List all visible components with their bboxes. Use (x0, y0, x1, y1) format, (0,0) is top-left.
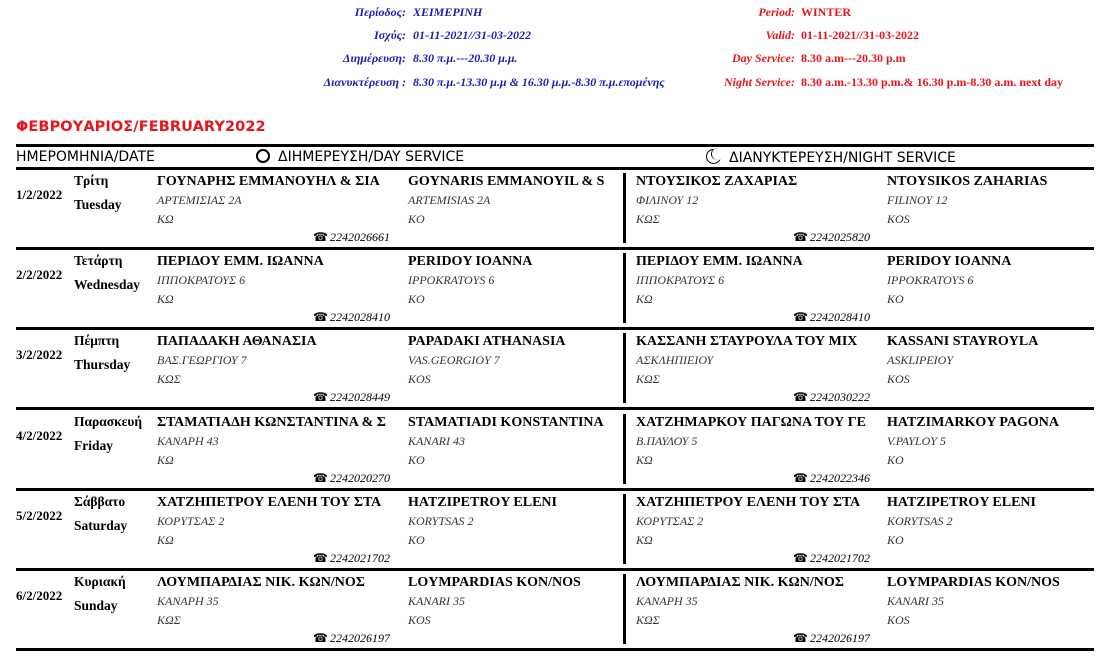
pharmacy-city: KOS (887, 372, 910, 387)
telephone-icon: ☎ (313, 310, 328, 325)
row-separator (16, 247, 1094, 250)
day-pharmacy-phone: ☎ 2242026661 (313, 230, 390, 244)
day-pharmacy-greek (157, 333, 407, 389)
pharmacy-address: ΚΟΡΥΤΣΑΣ 2 (157, 513, 225, 528)
pharmacy-city: ΚΩΣ (157, 613, 181, 627)
pharmacy-address: IPPOKRATOYS 6 (408, 273, 495, 288)
pharmacy-city: ΚΩ (157, 532, 174, 547)
pharmacy-address: KORYTSAS 2 (887, 513, 953, 528)
pharmacy-name: ΝΤΟΥΣΙΚΟΣ ΖΑΧΑΡΙΑΣ (636, 174, 798, 189)
telephone-icon: ☎ (793, 631, 808, 645)
pharmacy-name: LOYMPARDIAS KON/NOS (887, 575, 1060, 590)
pharmacy-address: ARTEMISIAS 2A (408, 193, 491, 207)
pharmacy-name: HATZIPETROY ELENI (887, 494, 1036, 510)
day-service-header-label: ΔΙΗΜΕΡΕΥΣΗ/DAY SERVICE (278, 149, 465, 165)
day-service-label-gr: Διημέρευση: (342, 51, 406, 65)
day-service-value-en: 8.30 a.m---20.30 p.m (801, 51, 906, 65)
pharmacy-name: ΠΕΡΙΔΟΥ ΕΜΜ. ΙΩΑΝΝΑ (636, 254, 803, 270)
pharmacy-name: GOYNARIS EMMANOYIL & S (408, 174, 605, 189)
night-service-value-en: 8.30 a.m.-13.30 p.m.& 16.30 p.m-8.30 a.m. next day (801, 75, 1063, 89)
pharmacy-city: KO (408, 212, 425, 226)
night-pharmacy-greek (636, 253, 886, 309)
pharmacy-name: PAPADAKI ATHANASIA (408, 334, 566, 350)
pharmacy-name: ΧΑΤΖΗΠΕΤΡΟΥ ΕΛΕΝΗ ΤΟΥ ΣΤΑ (636, 494, 861, 510)
pharmacy-address: ΑΣΚΛΗΠΙΕΙΟΥ (636, 353, 714, 368)
moon-icon (706, 149, 721, 164)
pharmacy-address: V.PAYLOY 5 (887, 433, 946, 448)
pharmacy-city: KO (408, 292, 425, 307)
night-pharmacy-phone: ☎ 2242030222 (793, 390, 870, 405)
pharmacy-name: ΠΑΠΑΔΑΚΗ ΑΘΑΝΑΣΙΑ (157, 334, 317, 350)
night-service-label-en: Night Service: (724, 75, 795, 89)
night-pharmacy-phone: ☎ 2242025820 (793, 230, 870, 244)
row-day-english: Tuesday (74, 197, 122, 212)
pharmacy-name: PERIDOY IOANNA (887, 254, 1012, 270)
day-pharmacy-greek (157, 574, 407, 630)
night-pharmacy-english (887, 494, 1113, 550)
row-separator (16, 648, 1094, 651)
period-label-gr: Περίοδος: (354, 5, 406, 19)
pharmacy-city: ΚΩ (157, 292, 174, 307)
row-date: 3/2/2022 (16, 347, 63, 363)
pharmacy-name: HATZIMARKOY PAGONA (887, 414, 1060, 430)
pharmacy-city: KO (408, 532, 425, 547)
day-pharmacy-english (408, 414, 658, 470)
pharmacy-city: ΚΩΣ (157, 372, 181, 387)
day-pharmacy-greek (157, 414, 407, 470)
day-service-label-en: Day Service: (732, 51, 795, 65)
schedule-row (16, 574, 1094, 654)
pharmacy-name: HATZIPETROY ELENI (408, 494, 557, 510)
night-service-column-header (706, 149, 956, 166)
column-divider (623, 253, 626, 323)
telephone-icon: ☎ (793, 550, 808, 565)
day-pharmacy-phone: ☎ 2242026197 (313, 631, 390, 645)
night-pharmacy-phone: ☎ 2242028410 (793, 310, 870, 325)
pharmacy-name: ΠΕΡΙΔΟΥ ΕΜΜ. ΙΩΑΝΝΑ (157, 254, 324, 270)
night-pharmacy-english (887, 333, 1113, 389)
pharmacy-name: STAMATIADI KONSTANTINA (408, 414, 604, 430)
pharmacy-city: ΚΩ (636, 452, 653, 467)
pharmacy-city: ΚΩ (157, 212, 174, 226)
day-service-value-gr: 8.30 π.μ.---20.30 μ.μ. (413, 51, 518, 65)
pharmacy-address: KANARI 35 (887, 594, 944, 608)
telephone-icon: ☎ (793, 390, 808, 405)
pharmacy-address: KANARI 43 (408, 433, 465, 448)
pharmacy-address: KANARI 35 (408, 594, 465, 608)
row-day-greek: Σάββατο (74, 493, 126, 509)
pharmacy-address: FILINOY 12 (887, 193, 948, 207)
day-pharmacy-phone: ☎ 2242028449 (313, 390, 390, 405)
telephone-icon: ☎ (793, 470, 808, 485)
pharmacy-name: KASSANI STAYROYLA (887, 334, 1039, 350)
table-top-rule (16, 144, 1094, 147)
pharmacy-address: ΑΡΤΕΜΙΣΙΑΣ 2Α (157, 193, 242, 207)
telephone-icon: ☎ (313, 230, 328, 244)
header-bottom-rule (16, 167, 1094, 170)
pharmacy-address: ΒΑΣ.ΓΕΩΡΓΙΟΥ 7 (157, 353, 247, 368)
pharmacy-address: ΚΟΡΥΤΣΑΣ 2 (636, 513, 704, 528)
pharmacy-city: ΚΩ (636, 292, 653, 307)
valid-label-en: Valid: (765, 28, 795, 42)
column-divider (623, 333, 626, 403)
pharmacy-name: ΧΑΤΖΗΠΕΤΡΟΥ ΕΛΕΝΗ ΤΟΥ ΣΤΑ (157, 494, 382, 510)
pharmacy-city: ΚΩΣ (636, 372, 660, 387)
row-day-greek: Τρίτη (74, 173, 109, 188)
pharmacy-city: ΚΩΣ (636, 613, 660, 627)
night-pharmacy-greek (636, 494, 886, 550)
valid-label-gr: Ισχύς: (374, 28, 406, 42)
period-label-en: Period: (758, 5, 795, 19)
row-separator (16, 327, 1094, 330)
schedule-row (16, 173, 1094, 253)
pharmacy-address: ΙΠΠΟΚΡΑΤΟΥΣ 6 (636, 273, 725, 288)
pharmacy-city: KOS (408, 613, 431, 627)
pharmacy-city: KO (408, 452, 425, 467)
pharmacy-name: ΛΟΥΜΠΑΡΔΙΑΣ ΝΙΚ. ΚΩΝ/ΝΟΣ (636, 575, 844, 590)
schedule-row (16, 414, 1094, 494)
row-day-english: Saturday (74, 517, 128, 533)
day-pharmacy-phone: ☎ 2242021702 (313, 550, 390, 565)
night-pharmacy-english (887, 414, 1113, 470)
column-divider (623, 414, 626, 484)
night-pharmacy-phone: ☎ 2242026197 (793, 631, 870, 645)
pharmacy-name: ΧΑΤΖΗΜΑΡΚΟΥ ΠΑΓΩΝΑ ΤΟΥ ΓΕ (636, 414, 867, 430)
day-pharmacy-phone: ☎ 2242028410 (313, 310, 390, 325)
row-separator (16, 488, 1094, 491)
pharmacy-city: KOS (408, 372, 431, 387)
pharmacy-name: ΓΟΥΝΑΡΗΣ ΕΜΜΑΝΟΥΗΛ & ΣΙΑ (157, 174, 380, 189)
night-pharmacy-english (887, 574, 1113, 630)
row-day-greek: Τετάρτη (74, 253, 123, 269)
pharmacy-city: KOS (887, 212, 910, 226)
row-date: 1/2/2022 (16, 187, 63, 202)
pharmacy-name: LOYMPARDIAS KON/NOS (408, 575, 581, 590)
day-pharmacy-english (408, 173, 658, 229)
pharmacy-address: Β.ΠΑΥΛΟΥ 5 (636, 433, 698, 448)
pharmacy-name: ΚΑΣΣΑΝΗ ΣΤΑΥΡΟΥΛΑ ΤΟΥ ΜΙΧ (636, 334, 858, 350)
pharmacy-address: ASKLIPEIOY (887, 353, 953, 368)
telephone-icon: ☎ (313, 550, 328, 565)
night-pharmacy-english (887, 173, 1113, 229)
row-day-english: Sunday (74, 598, 118, 613)
pharmacy-name: ΣΤΑΜΑΤΙΑΔΗ ΚΩΝΣΤΑΝΤΙΝΑ & Σ (157, 414, 386, 430)
pharmacy-address: KORYTSAS 2 (408, 513, 474, 528)
day-pharmacy-english (408, 494, 658, 550)
row-date: 6/2/2022 (16, 588, 63, 603)
day-pharmacy-greek (157, 494, 407, 550)
night-pharmacy-greek (636, 414, 886, 470)
row-day-greek: Κυριακή (74, 574, 126, 589)
pharmacy-address: VAS.GEORGIOY 7 (408, 353, 500, 368)
telephone-icon: ☎ (793, 230, 808, 244)
day-pharmacy-greek (157, 253, 407, 309)
night-pharmacy-english (887, 253, 1113, 309)
row-date: 4/2/2022 (16, 427, 63, 443)
pharmacy-city: ΚΩΣ (636, 212, 660, 226)
valid-value-gr: 01-11-2021//31-03-2022 (413, 28, 531, 42)
row-date: 2/2/2022 (16, 267, 63, 283)
telephone-icon: ☎ (313, 390, 328, 405)
telephone-icon: ☎ (313, 470, 328, 485)
pharmacy-city: ΚΩ (636, 532, 653, 547)
row-day-english: Friday (74, 437, 113, 453)
night-pharmacy-phone: ☎ 2242021702 (793, 550, 870, 565)
pharmacy-address: ΚΑΝΑΡΗ 43 (157, 433, 219, 448)
row-day-greek: Πέμπτη (74, 333, 120, 349)
night-service-value-gr: 8.30 π.μ.-13.30 μ.μ & 16.30 μ.μ.-8.30 π.μ.επομένης (413, 75, 665, 89)
pharmacy-address: ΦΙΛΙΝΟΥ 12 (636, 193, 699, 207)
row-separator (16, 407, 1094, 410)
day-pharmacy-greek (157, 173, 407, 229)
schedule-row (16, 253, 1094, 333)
column-divider (623, 574, 626, 644)
pharmacy-city: KO (887, 452, 904, 467)
day-pharmacy-english (408, 253, 658, 309)
pharmacy-address: ΚΑΝΑΡΗ 35 (636, 594, 698, 608)
pharmacy-name: PERIDOY IOANNA (408, 254, 533, 270)
pharmacy-name: NTOYSIKOS ZAHARIAS (887, 174, 1048, 189)
row-day-english: Wednesday (74, 277, 141, 293)
period-value-en: WINTER (801, 5, 852, 19)
valid-value-en: 01-11-2021//31-03-2022 (801, 28, 919, 42)
day-service-column-header (256, 149, 464, 165)
row-day-greek: Παρασκευή (74, 413, 143, 429)
row-day-english: Thursday (74, 357, 131, 373)
pharmacy-city: ΚΩ (157, 452, 174, 467)
pharmacy-name: ΛΟΥΜΠΑΡΔΙΑΣ ΝΙΚ. ΚΩΝ/ΝΟΣ (157, 575, 365, 590)
day-pharmacy-english (408, 574, 658, 630)
day-pharmacy-phone: ☎ 2242020270 (313, 470, 390, 485)
schedule-row (16, 494, 1094, 574)
month-title: ΦΕΒΡΟΥΑΡΙΟΣ/FEBRUARY2022 (16, 119, 266, 135)
night-pharmacy-greek (636, 173, 886, 229)
pharmacy-address: ΚΑΝΑΡΗ 35 (157, 594, 219, 608)
sun-icon (256, 149, 270, 163)
column-divider (623, 494, 626, 564)
telephone-icon: ☎ (793, 310, 808, 325)
telephone-icon: ☎ (313, 631, 328, 645)
period-value-gr: ΧΕΙΜΕΡΙΝΗ (413, 5, 483, 19)
column-divider (623, 173, 626, 243)
night-pharmacy-phone: ☎ 2242022346 (793, 470, 870, 485)
night-service-header-label: ΔΙΑΝΥΚΤΕΡΕΥΣΗ/NIGHT SERVICE (729, 150, 956, 166)
day-pharmacy-english (408, 333, 658, 389)
pharmacy-city: KOS (887, 613, 910, 627)
night-service-label-gr: Διανυκτέρευση : (323, 75, 406, 89)
pharmacy-address: ΙΠΠΟΚΡΑΤΟΥΣ 6 (157, 273, 246, 288)
date-column-header: ΗΜΕΡΟΜΗΝΙΑ/DATE (16, 149, 155, 165)
pharmacy-address: IPPOKRATOYS 6 (887, 273, 974, 288)
schedule-row (16, 333, 1094, 413)
row-date: 5/2/2022 (16, 507, 63, 523)
pharmacy-city: KO (887, 532, 904, 547)
night-pharmacy-greek (636, 574, 886, 630)
night-pharmacy-greek (636, 333, 886, 389)
row-separator (16, 568, 1094, 571)
pharmacy-city: KO (887, 292, 904, 307)
